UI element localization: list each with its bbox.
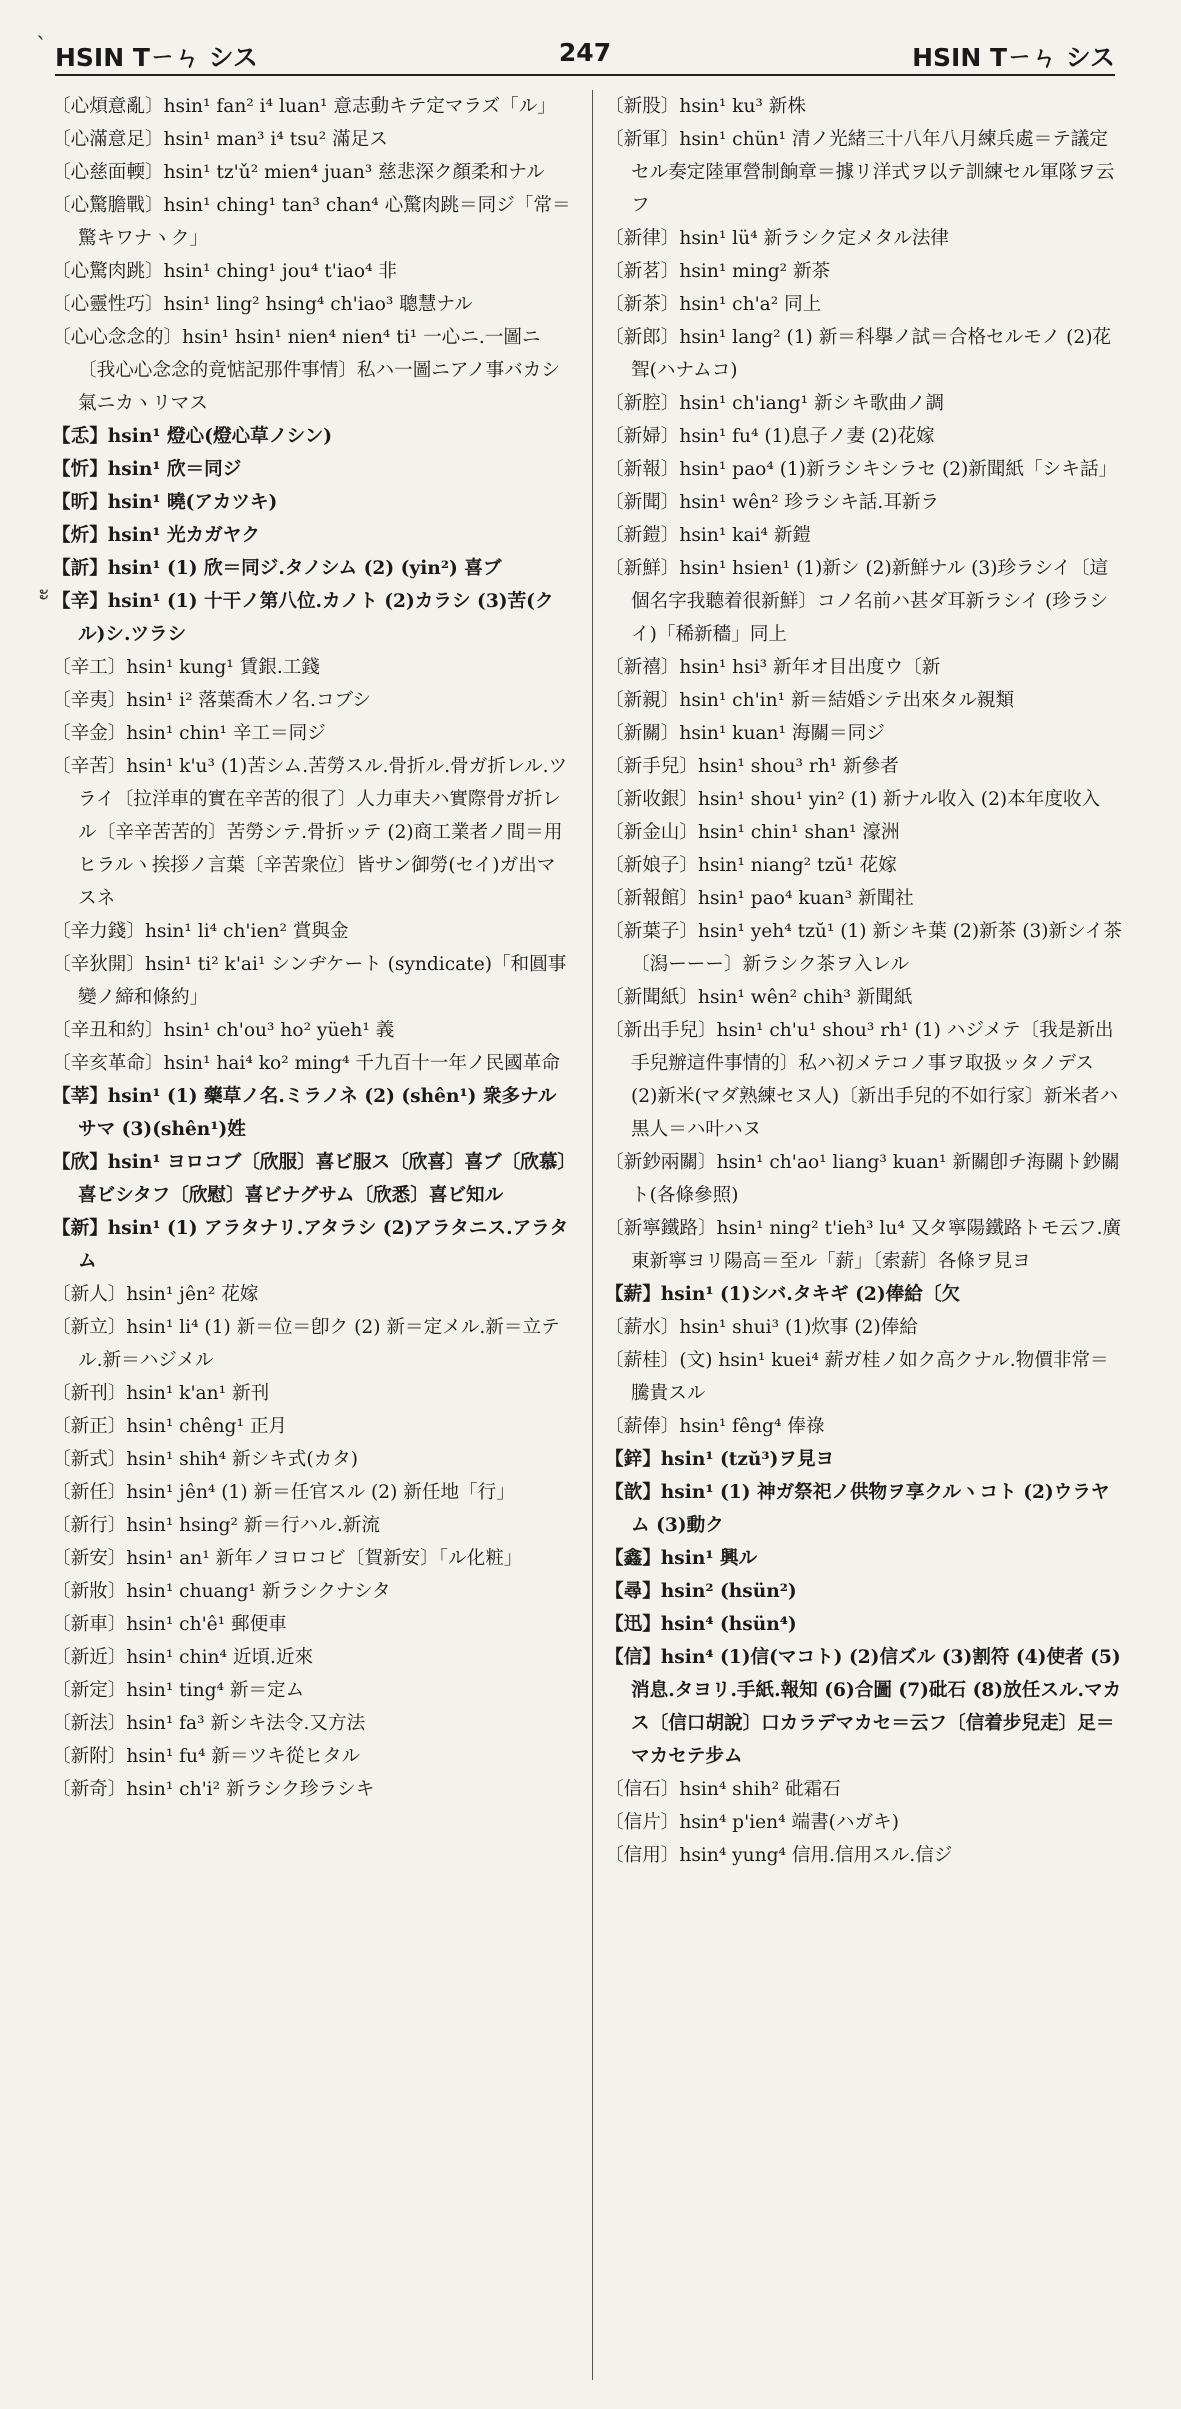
compound-entry: 〔薪俸〕hsin¹ fêng⁴ 俸祿	[605, 1416, 825, 1437]
compound-entry: 〔新禧〕hsin¹ hsi³ 新年オ目出度ウ〔新	[605, 657, 941, 678]
headword-entry: 【忎】hsin¹ 燈心(燈心草ノシン)	[52, 426, 333, 447]
compound-entry: 〔新手兒〕hsin¹ shou³ rh¹ 新參者	[605, 756, 899, 777]
compound-entry: 〔心靈性巧〕hsin¹ ling² hsing⁴ ch'iao³ 聰慧ナル	[52, 294, 473, 315]
headword-entry: 【歆】hsin¹ (1) 神ガ祭祀ノ供物ヲ享クルヽコト (2)ウラヤム (3)動ク	[605, 1482, 1110, 1536]
headword-entry: 【炘】hsin¹ 光カガヤク	[52, 525, 260, 546]
running-head-right: HSIN Tㄧㄣ シス	[912, 43, 1115, 72]
headword-entry: 【莘】hsin¹ (1) 藥草ノ名.ミラノネ (2) (shên¹) 衆多ナルサマ (3)(shên¹)姓	[52, 1086, 557, 1140]
compound-entry: 〔新任〕hsin¹ jên⁴ (1) 新＝任官スル (2) 新任地「行」	[52, 1482, 515, 1503]
compound-entry: 〔辛亥革命〕hsin¹ hai⁴ ko² ming⁴ 千九百十一年ノ民國革命	[52, 1053, 560, 1074]
compound-entry: 〔辛狄開〕hsin¹ ti² k'ai¹ シンヂケート (syndicate)「和圓事變ノ締和條約」	[52, 954, 567, 1008]
compound-entry: 〔新正〕hsin¹ chêng¹ 正月	[52, 1416, 288, 1437]
compound-entry: 〔信用〕hsin⁴ yung⁴ 信用.信用スル.信ジ	[605, 1845, 953, 1866]
compound-entry: 〔新車〕hsin¹ ch'ê¹ 郵便車	[52, 1614, 287, 1635]
compound-entry: 〔辛苦〕hsin¹ k'u³ (1)苦シム.苦勞スル.骨折ル.骨ガ折レル.ツライ〔拉洋車的實在辛苦的很了〕人力車夫ハ實際骨ガ折レル〔辛辛苦苦的〕苦勞シテ.骨折ッテ (2)商工業者ノ間＝用ヒラルヽ挨拶ノ言葉〔辛苦衆位〕皆サン御勞(セイ)ガ出マスネ	[52, 756, 568, 909]
page-number: 247	[558, 38, 612, 67]
compound-entry: 〔新報館〕hsin¹ pao⁴ kuan³ 新聞社	[605, 888, 914, 909]
compound-entry: 〔心慈面輭〕hsin¹ tz'ǔ² mien⁴ juan³ 慈悲深ク顏柔和ナル	[52, 162, 545, 183]
compound-entry: 〔新鎧〕hsin¹ kai⁴ 新鎧	[605, 525, 812, 546]
headword-entry: 【鑫】hsin¹ 興ル	[605, 1548, 758, 1569]
compound-entry: 〔新刊〕hsin¹ k'an¹ 新刊	[52, 1383, 270, 1404]
compound-entry: 〔新婦〕hsin¹ fu⁴ (1)息子ノ妻 (2)花嫁	[605, 426, 935, 447]
compound-entry: 〔辛金〕hsin¹ chin¹ 辛工＝同ジ	[52, 723, 326, 744]
compound-entry: 〔薪桂〕(文) hsin¹ kuei⁴ 薪ガ桂ノ如ク高クナル.物價非常＝騰貴スル	[605, 1350, 1109, 1404]
compound-entry: 〔新鮮〕hsin¹ hsien¹ (1)新シ (2)新鮮ナル (3)珍ラシイ〔這個名字我聽着很新鮮〕コノ名前ハ甚ダ耳新ラシイ (珍ラシイ)「稀新穡」同上	[605, 558, 1109, 645]
compound-entry: 〔新人〕hsin¹ jên² 花嫁	[52, 1284, 259, 1305]
compound-entry: 〔新報〕hsin¹ pao⁴ (1)新ラシキシラセ (2)新聞紙「シキ話」	[605, 459, 1118, 480]
compound-entry: 〔新茶〕hsin¹ ch'a² 同上	[605, 294, 822, 315]
header-rule	[55, 74, 1115, 76]
compound-entry: 〔信石〕hsin⁴ shih² 砒霜石	[605, 1779, 841, 1800]
page-header	[55, 38, 1115, 78]
compound-entry: 〔新腔〕hsin¹ ch'iang¹ 新シキ歌曲ノ調	[605, 393, 945, 414]
compound-entry: 〔新安〕hsin¹ an¹ 新年ノヨロコビ〔賀新安〕「ル化粧」	[52, 1548, 523, 1569]
compound-entry: 〔新行〕hsin¹ hsing² 新＝行ハル.新流	[52, 1515, 380, 1536]
compound-entry: 〔心煩意亂〕hsin¹ fan² i⁴ luan¹ 意志動キテ定マラズ「ル」	[52, 96, 556, 117]
compound-entry: 〔新關〕hsin¹ kuan¹ 海關＝同ジ	[605, 723, 885, 744]
compound-entry: 〔新法〕hsin¹ fa³ 新シキ法令.又方法	[52, 1713, 366, 1734]
headword-entry: 【昕】hsin¹ 曉(アカツキ)	[52, 492, 278, 513]
compound-entry: 〔心心念念的〕hsin¹ hsin¹ nien⁴ nien⁴ ti¹ 一心ニ.一圖ニ〔我心心念念的竟惦記那件事情〕私ハ一圖ニアノ事バカシ氣ニカヽリマス	[52, 327, 560, 414]
headword-entry: 【忻】hsin¹ 欣＝同ジ	[52, 459, 242, 480]
headword-entry: 【新】hsin¹ (1) アラタナリ.アタラシ (2)アラタニス.アラタム	[52, 1218, 569, 1272]
compound-entry: 〔新親〕hsin¹ ch'in¹ 新＝結婚シテ出來タル親類	[605, 690, 1015, 711]
compound-entry: 〔新娘子〕hsin¹ niang² tzŭ¹ 花嫁	[605, 855, 897, 876]
compound-entry: 〔新鈔兩關〕hsin¹ ch'ao¹ liang³ kuan¹ 新關卽チ海關ト鈔關ト(各條參照)	[605, 1152, 1120, 1206]
right-column	[605, 90, 1125, 2390]
running-head-left: HSIN Tㄧㄣ シス	[55, 43, 258, 72]
headword-entry: 【訢】hsin¹ (1) 欣＝同ジ.タノシム (2) (yin²) 喜ブ	[52, 558, 502, 579]
left-column	[52, 90, 572, 2390]
compound-entry: 〔新聞紙〕hsin¹ wên² chih³ 新聞紙	[605, 987, 913, 1008]
headword-entry: 【迅】hsin⁴ (hsün⁴)	[605, 1614, 797, 1635]
compound-entry: 〔新寧鐵路〕hsin¹ ning² t'ieh³ lu⁴ 又タ寧陽鐵路トモ云フ.廣東新寧ヨリ陽高＝至ル「薪」〔索薪〕各條ヲ見ヨ	[605, 1218, 1122, 1272]
compound-entry: 〔心驚膽戰〕hsin¹ ching¹ tan³ chan⁴ 心驚肉跳＝同ジ「常＝驚キワナヽク」	[52, 195, 571, 249]
compound-entry: 〔新聞〕hsin¹ wên² 珍ラシキ話.耳新ラ	[605, 492, 940, 513]
compound-entry: 〔新茗〕hsin¹ ming² 新茶	[605, 261, 831, 282]
compound-entry: 〔新奇〕hsin¹ ch'i² 新ラシク珍ラシキ	[52, 1779, 375, 1800]
compound-entry: 〔新定〕hsin¹ ting⁴ 新＝定ム	[52, 1680, 305, 1701]
headword-entry: 【尋】hsin² (hsün²)	[605, 1581, 797, 1602]
compound-entry: 〔辛工〕hsin¹ kung¹ 賃銀.工錢	[52, 657, 320, 678]
compound-entry: 〔新妝〕hsin¹ chuang¹ 新ラシクナシタ	[52, 1581, 391, 1602]
compound-entry: 〔新軍〕hsin¹ chün¹ 清ノ光緒三十八年八月練兵處＝テ議定セル奏定陸軍營制餉章＝據リ洋式ヲ以テ訓練セル軍隊ヲ云フ	[605, 129, 1115, 216]
compound-entry: 〔辛力錢〕hsin¹ li⁴ ch'ien² 賞與金	[52, 921, 349, 942]
compound-entry: 〔辛丑和約〕hsin¹ ch'ou³ ho² yüeh¹ 義	[52, 1020, 395, 1041]
column-divider	[592, 90, 593, 2380]
margin-mark: ˎ	[36, 15, 47, 40]
compound-entry: 〔心驚肉跳〕hsin¹ ching¹ jou⁴ t'iao⁴ 非	[52, 261, 398, 282]
compound-entry: 〔新出手兒〕hsin¹ ch'u¹ shou³ rh¹ (1) ハジメテ〔我是新出手兒辦這件事情的〕私ハ初メテコノ事ヲ取扱ッタノデス (2)新米(マダ熟練セヌ人)〔新出手兒的不如行家〕新米者ハ黒人＝ハ叶ハヌ	[605, 1020, 1119, 1140]
compound-entry: 〔新附〕hsin¹ fu⁴ 新＝ツキ從ヒタル	[52, 1746, 361, 1767]
headword-entry: 【信】hsin⁴ (1)信(マコト) (2)信ズル (3)割符 (4)使者 (5)消息.タヨリ.手紙.報知 (6)合圖 (7)砒石 (8)放任スル.マカス〔信口胡說〕口カラデマカセ＝云フ〔信着步兒走〕足＝マカセテ步ム	[605, 1647, 1122, 1767]
compound-entry: 〔新式〕hsin¹ shih⁴ 新シキ式(カタ)	[52, 1449, 359, 1470]
compound-entry: 〔新律〕hsin¹ lü⁴ 新ラシク定メタル法律	[605, 228, 950, 249]
compound-entry: 〔新收銀〕hsin¹ shou¹ yin² (1) 新ナル收入 (2)本年度收入	[605, 789, 1101, 810]
compound-entry: 〔新郎〕hsin¹ lang² (1) 新＝科擧ノ試＝合格セルモノ (2)花聟(ハナムコ)	[605, 327, 1112, 381]
headword-entry: 【欣】hsin¹ ヨロコブ〔欣服〕喜ビ服ス〔欣喜〕喜ブ〔欣慕〕喜ビシタフ〔欣慰〕喜ビナグサム〔欣悉〕喜ビ知ル	[52, 1152, 567, 1206]
compound-entry: 〔心滿意足〕hsin¹ man³ i⁴ tsu² 滿足ス	[52, 129, 388, 150]
compound-entry: 〔信片〕hsin⁴ p'ien⁴ 端書(ハガキ)	[605, 1812, 899, 1833]
compound-entry: 〔新金山〕hsin¹ chin¹ shan¹ 濠洲	[605, 822, 900, 843]
compound-entry: 〔新近〕hsin¹ chin⁴ 近頃.近來	[52, 1647, 314, 1668]
compound-entry: 〔新葉子〕hsin¹ yeh⁴ tzŭ¹ (1) 新シキ葉 (2)新茶 (3)新シイ茶〔潟ーーー〕新ラシク茶ヲ入レル	[605, 921, 1122, 975]
headword-entry: 【薪】hsin¹ (1)シバ.タキギ (2)俸給〔欠	[605, 1284, 961, 1305]
compound-entry: 〔新立〕hsin¹ li⁴ (1) 新＝位＝卽ク (2) 新＝定メル.新＝立テル.新＝ハジメル	[52, 1317, 560, 1371]
headword-entry: 【辛】hsin¹ (1) 十干ノ第八位.カノト (2)カラシ (3)苦(クル)シ.ツラシ	[52, 591, 554, 645]
compound-entry: 〔辛夷〕hsin¹ i² 落葉喬木ノ名.コブシ	[52, 690, 372, 711]
compound-entry: 〔薪水〕hsin¹ shui³ (1)炊事 (2)俸給	[605, 1317, 918, 1338]
margin-mark: ะ	[38, 581, 50, 606]
headword-entry: 【鋅】hsin¹ (tzŭ³)ヲ見ヨ	[605, 1449, 835, 1470]
compound-entry: 〔新股〕hsin¹ ku³ 新株	[605, 96, 806, 117]
